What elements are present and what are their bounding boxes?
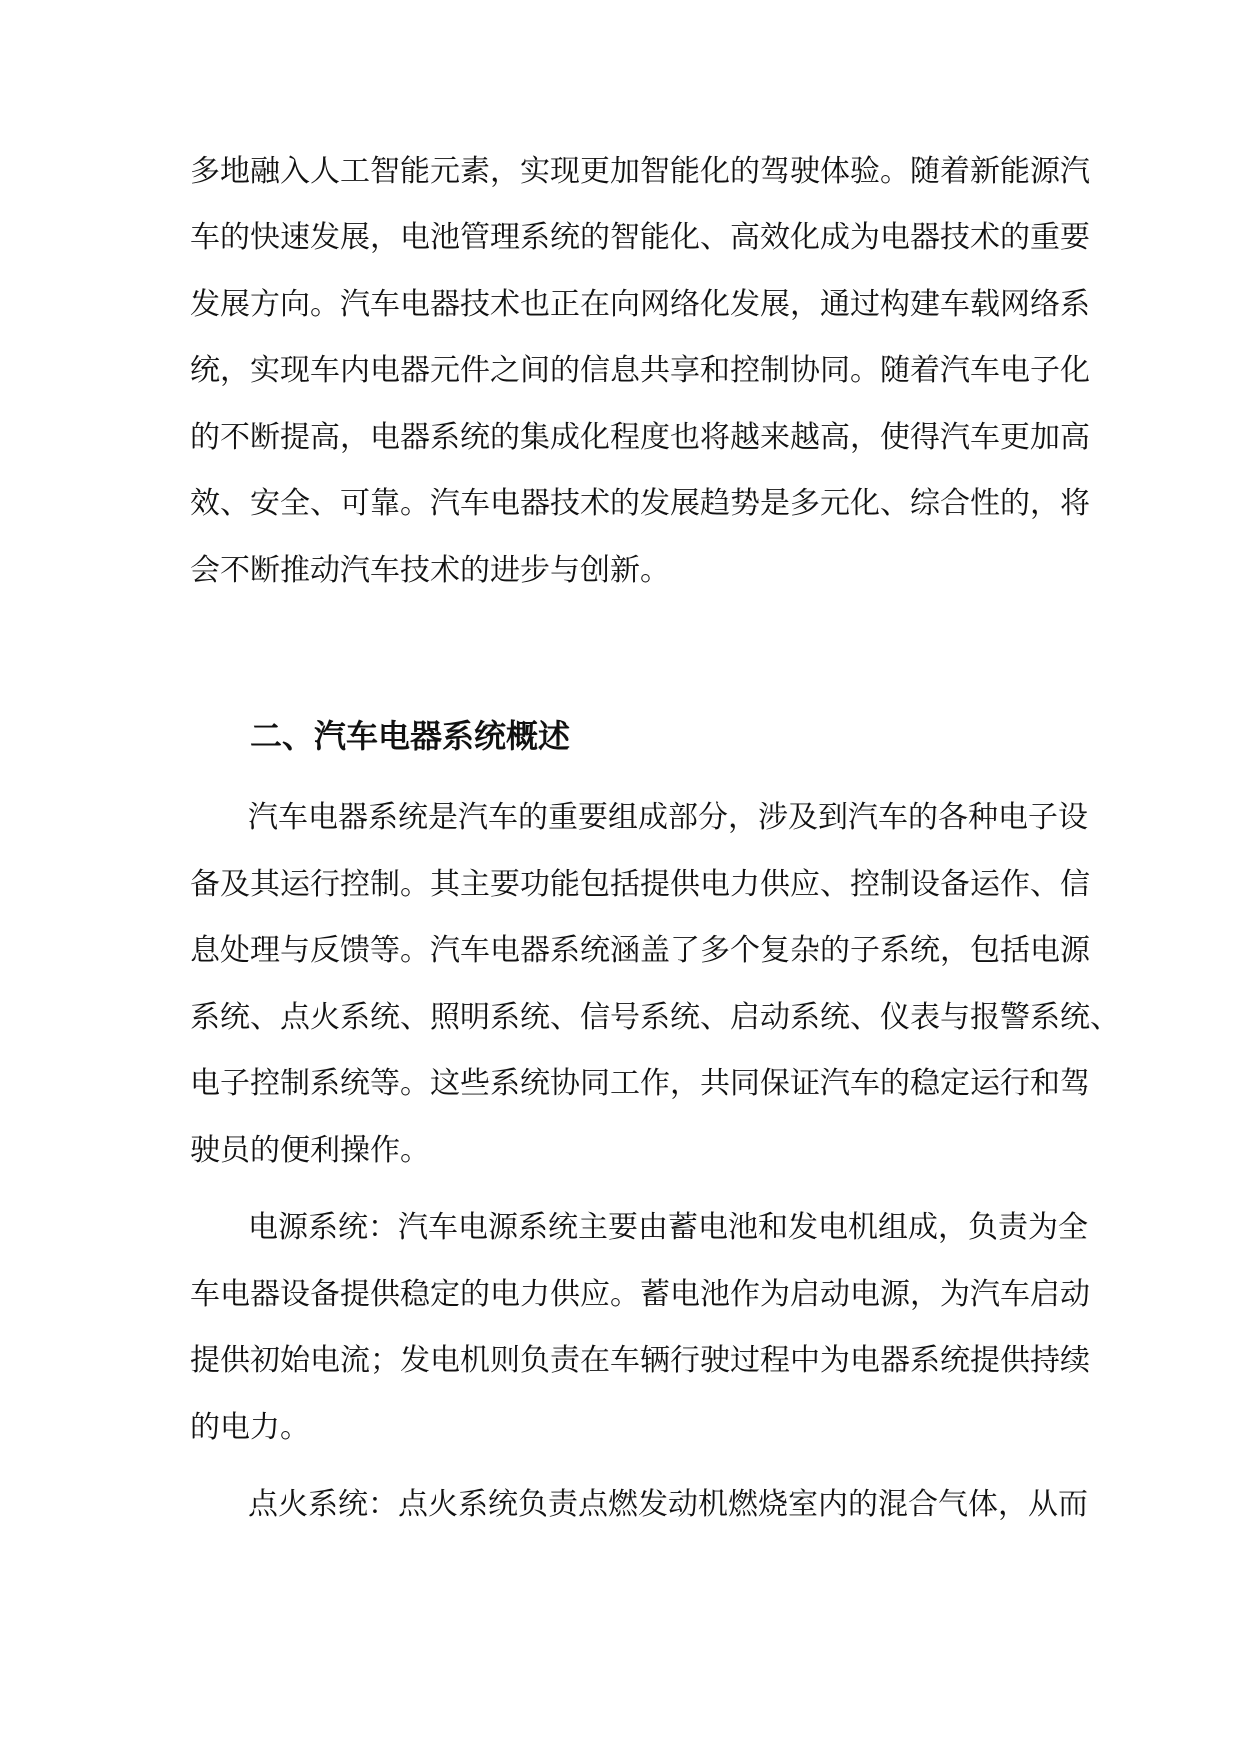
text-line: 驶员的便利操作。 bbox=[190, 1133, 430, 1168]
text-line: 备及其运行控制。其主要功能包括提供电力供应、控制设备运作、信 bbox=[190, 867, 1090, 902]
text-line: 发展方向。汽车电器技术也正在向网络化发展，通过构建车载网络系 bbox=[190, 287, 1090, 322]
text-line: 系统、点火系统、照明系统、信号系统、启动系统、仪表与报警系统、 bbox=[190, 1000, 1120, 1035]
text-line: 多地融入人工智能元素，实现更加智能化的驾驶体验。随着新能源汽 bbox=[190, 154, 1090, 189]
text-line: 的电力。 bbox=[190, 1410, 310, 1445]
text-line: 息处理与反馈等。汽车电器系统涵盖了多个复杂的子系统，包括电源 bbox=[190, 933, 1090, 968]
text-line: 车的快速发展，电池管理系统的智能化、高效化成为电器技术的重要 bbox=[190, 220, 1090, 255]
text-line: 统，实现车内电器元件之间的信息共享和控制协同。随着汽车电子化 bbox=[190, 353, 1090, 388]
text-line: 电子控制系统等。这些系统协同工作，共同保证汽车的稳定运行和驾 bbox=[190, 1066, 1090, 1101]
text-line: 车电器设备提供稳定的电力供应。蓄电池作为启动电源，为汽车启动 bbox=[190, 1277, 1090, 1312]
section-heading: 二、汽车电器系统概述 bbox=[250, 717, 571, 755]
text-line: 会不断推动汽车技术的进步与创新。 bbox=[190, 553, 670, 588]
text-line: 汽车电器系统是汽车的重要组成部分，涉及到汽车的各种电子设 bbox=[248, 800, 1088, 835]
text-line: 提供初始电流；发电机则负责在车辆行驶过程中为电器系统提供持续 bbox=[190, 1343, 1090, 1378]
text-line: 电源系统：汽车电源系统主要由蓄电池和发电机组成，负责为全 bbox=[248, 1210, 1088, 1245]
text-line: 的不断提高，电器系统的集成化程度也将越来越高，使得汽车更加高 bbox=[190, 420, 1090, 455]
text-line: 点火系统：点火系统负责点燃发动机燃烧室内的混合气体，从而 bbox=[248, 1487, 1088, 1522]
text-line: 效、安全、可靠。汽车电器技术的发展趋势是多元化、综合性的，将 bbox=[190, 486, 1090, 521]
